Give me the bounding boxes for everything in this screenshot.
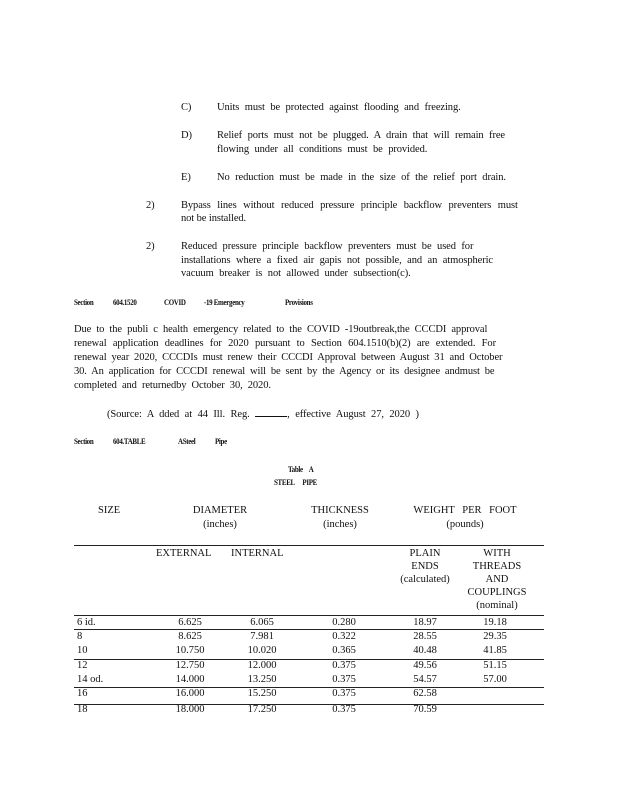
section-table-title-part2: Pipe — [215, 436, 227, 446]
list-label-d: D) — [181, 130, 192, 141]
table-title: Table A — [288, 464, 314, 474]
cell-weight-plain-ends: 49.56 — [413, 660, 437, 671]
section-1520-title-part2: -19 Emergency — [204, 297, 245, 307]
numbered-text-reduced-line1: Reduced pressure principle backflow preventers must be used for — [181, 241, 474, 252]
list-text-d-line1: Relief ports must not be plugged. A drain that will remain free — [217, 130, 505, 141]
list-text-c: Units must be protected against flooding and freezing. — [217, 102, 461, 113]
table-rule-header — [74, 615, 544, 616]
header-diameter: DIAMETER — [192, 505, 248, 516]
table-rule-top — [74, 545, 544, 546]
cell-weight-threads-couplings: 51.15 — [483, 660, 507, 671]
cell-thickness: 0.365 — [332, 645, 356, 656]
cell-external-diameter: 14.000 — [175, 674, 205, 685]
cell-external-diameter: 16.000 — [175, 688, 205, 699]
header-thickness-unit: (inches) — [323, 519, 357, 530]
list-text-d-line2: flowing under all conditions must be provided. — [217, 144, 428, 155]
section-1520-body-line4: 30. An application for CCCDI renewal will be sent by the Agency or its designee andmust be — [74, 366, 495, 377]
cell-thickness: 0.375 — [332, 704, 356, 715]
list-text-e: No reduction must be made in the size of the relief port drain. — [217, 172, 506, 183]
header-thickness: THICKNESS — [311, 505, 369, 516]
section-1520-label: Section — [74, 297, 94, 307]
header-plain-ends-line1: PLAIN — [409, 548, 441, 559]
cell-size: 8 — [77, 631, 83, 642]
header-with-threads-line5: (nominal) — [476, 600, 518, 611]
cell-thickness: 0.280 — [332, 617, 356, 628]
cell-weight-plain-ends: 18.97 — [413, 617, 437, 628]
cell-weight-plain-ends: 40.48 — [413, 645, 437, 656]
cell-external-diameter: 18.000 — [175, 704, 205, 715]
cell-thickness: 0.375 — [332, 660, 356, 671]
numbered-text-reduced-line2: installations where a fixed air gapis not possible, and an atmospheric — [181, 255, 493, 266]
cell-internal-diameter: 6.065 — [250, 617, 274, 628]
cell-weight-threads-couplings: 41.85 — [483, 645, 507, 656]
header-with-threads-line2: THREADS — [472, 561, 522, 572]
list-label-c: C) — [181, 102, 192, 113]
cell-weight-threads-couplings: 19.18 — [483, 617, 507, 628]
cell-weight-threads-couplings: 57.00 — [483, 674, 507, 685]
header-weight: WEIGHT PER FOOT — [413, 505, 517, 516]
cell-internal-diameter: 17.250 — [247, 704, 277, 715]
header-external: EXTERNAL — [156, 548, 212, 559]
numbered-text-bypass-line2: not be installed. — [181, 213, 247, 224]
list-label-e: E) — [181, 172, 191, 183]
cell-thickness: 0.322 — [332, 631, 356, 642]
cell-external-diameter: 10.750 — [175, 645, 205, 656]
header-weight-unit: (pounds) — [446, 519, 484, 530]
header-plain-ends-line3: (calculated) — [400, 574, 450, 585]
numbered-text-reduced-line3: vacuum breaker is not allowed under subsection(c). — [181, 268, 411, 279]
section-1520-body-line3: renewal year 2020, CCCDIs must renew their CCCDI Approval between August 31 and October — [74, 352, 503, 363]
source-note-before: (Source: A dded at 44 Ill. Reg. — [107, 409, 250, 420]
header-with-threads-line3: AND — [485, 574, 509, 585]
cell-size: 10 — [77, 645, 88, 656]
cell-external-diameter: 6.625 — [178, 617, 202, 628]
section-table-number: 604.TABLE — [113, 436, 146, 446]
cell-external-diameter: 8.625 — [178, 631, 202, 642]
cell-weight-plain-ends: 54.57 — [413, 674, 437, 685]
cell-thickness: 0.375 — [332, 688, 356, 699]
cell-internal-diameter: 13.250 — [247, 674, 277, 685]
cell-weight-plain-ends: 62.58 — [413, 688, 437, 699]
cell-size: 16 — [77, 688, 88, 699]
cell-thickness: 0.375 — [332, 674, 356, 685]
table-row-rule — [74, 687, 544, 688]
header-plain-ends — [395, 547, 455, 586]
numbered-text-bypass-line1: Bypass lines without reduced pressure principle backflow preventers must — [181, 200, 518, 211]
cell-internal-diameter: 7.981 — [250, 631, 274, 642]
table-row-rule — [74, 629, 544, 630]
cell-weight-threads-couplings: 29.35 — [483, 631, 507, 642]
section-1520-body-line2: renewal application deadlines for 2020 pursuant to Section 604.1510(b)(2) are extended. For — [74, 338, 496, 349]
section-1520-number: 604.1520 — [113, 297, 137, 307]
numbered-label-reduced: 2) — [146, 241, 155, 252]
cell-size: 6 id. — [77, 617, 96, 628]
cell-internal-diameter: 15.250 — [247, 688, 277, 699]
section-1520-body-line5: completed and returnedby October 30, 2020. — [74, 380, 271, 391]
section-table-title-part1: ASteel — [178, 436, 196, 446]
header-with-threads — [466, 547, 528, 612]
cell-size: 14 od. — [77, 674, 104, 685]
section-1520-title-part3: Provisions — [285, 297, 313, 307]
cell-internal-diameter: 10.020 — [247, 645, 277, 656]
section-1520-title-part1: COVID — [164, 297, 186, 307]
cell-internal-diameter: 12.000 — [247, 660, 277, 671]
header-internal: INTERNAL — [231, 548, 284, 559]
cell-size: 12 — [77, 660, 88, 671]
table-row-rule — [74, 659, 544, 660]
section-table-label: Section — [74, 436, 94, 446]
source-note — [107, 406, 419, 421]
source-note-after: , effective August 27, 2020 ) — [287, 409, 419, 420]
header-diameter-unit: (inches) — [203, 519, 237, 530]
cell-size: 18 — [77, 704, 88, 715]
header-with-threads-line1: WITH — [483, 548, 511, 559]
table-subtitle: STEEL PIPE — [274, 477, 317, 487]
section-1520-body-line1: Due to the publi c health emergency related to the COVID -19outbreak,the CCCDI approval — [74, 324, 488, 335]
table-rule-bottom — [74, 704, 544, 705]
header-size: SIZE — [98, 505, 121, 516]
source-blank-line — [255, 406, 287, 417]
cell-weight-plain-ends: 28.55 — [413, 631, 437, 642]
numbered-label-bypass: 2) — [146, 200, 155, 211]
header-plain-ends-line2: ENDS — [411, 561, 439, 572]
cell-external-diameter: 12.750 — [175, 660, 205, 671]
header-with-threads-line4: COUPLINGS — [467, 587, 527, 598]
cell-weight-plain-ends: 70.59 — [413, 704, 437, 715]
